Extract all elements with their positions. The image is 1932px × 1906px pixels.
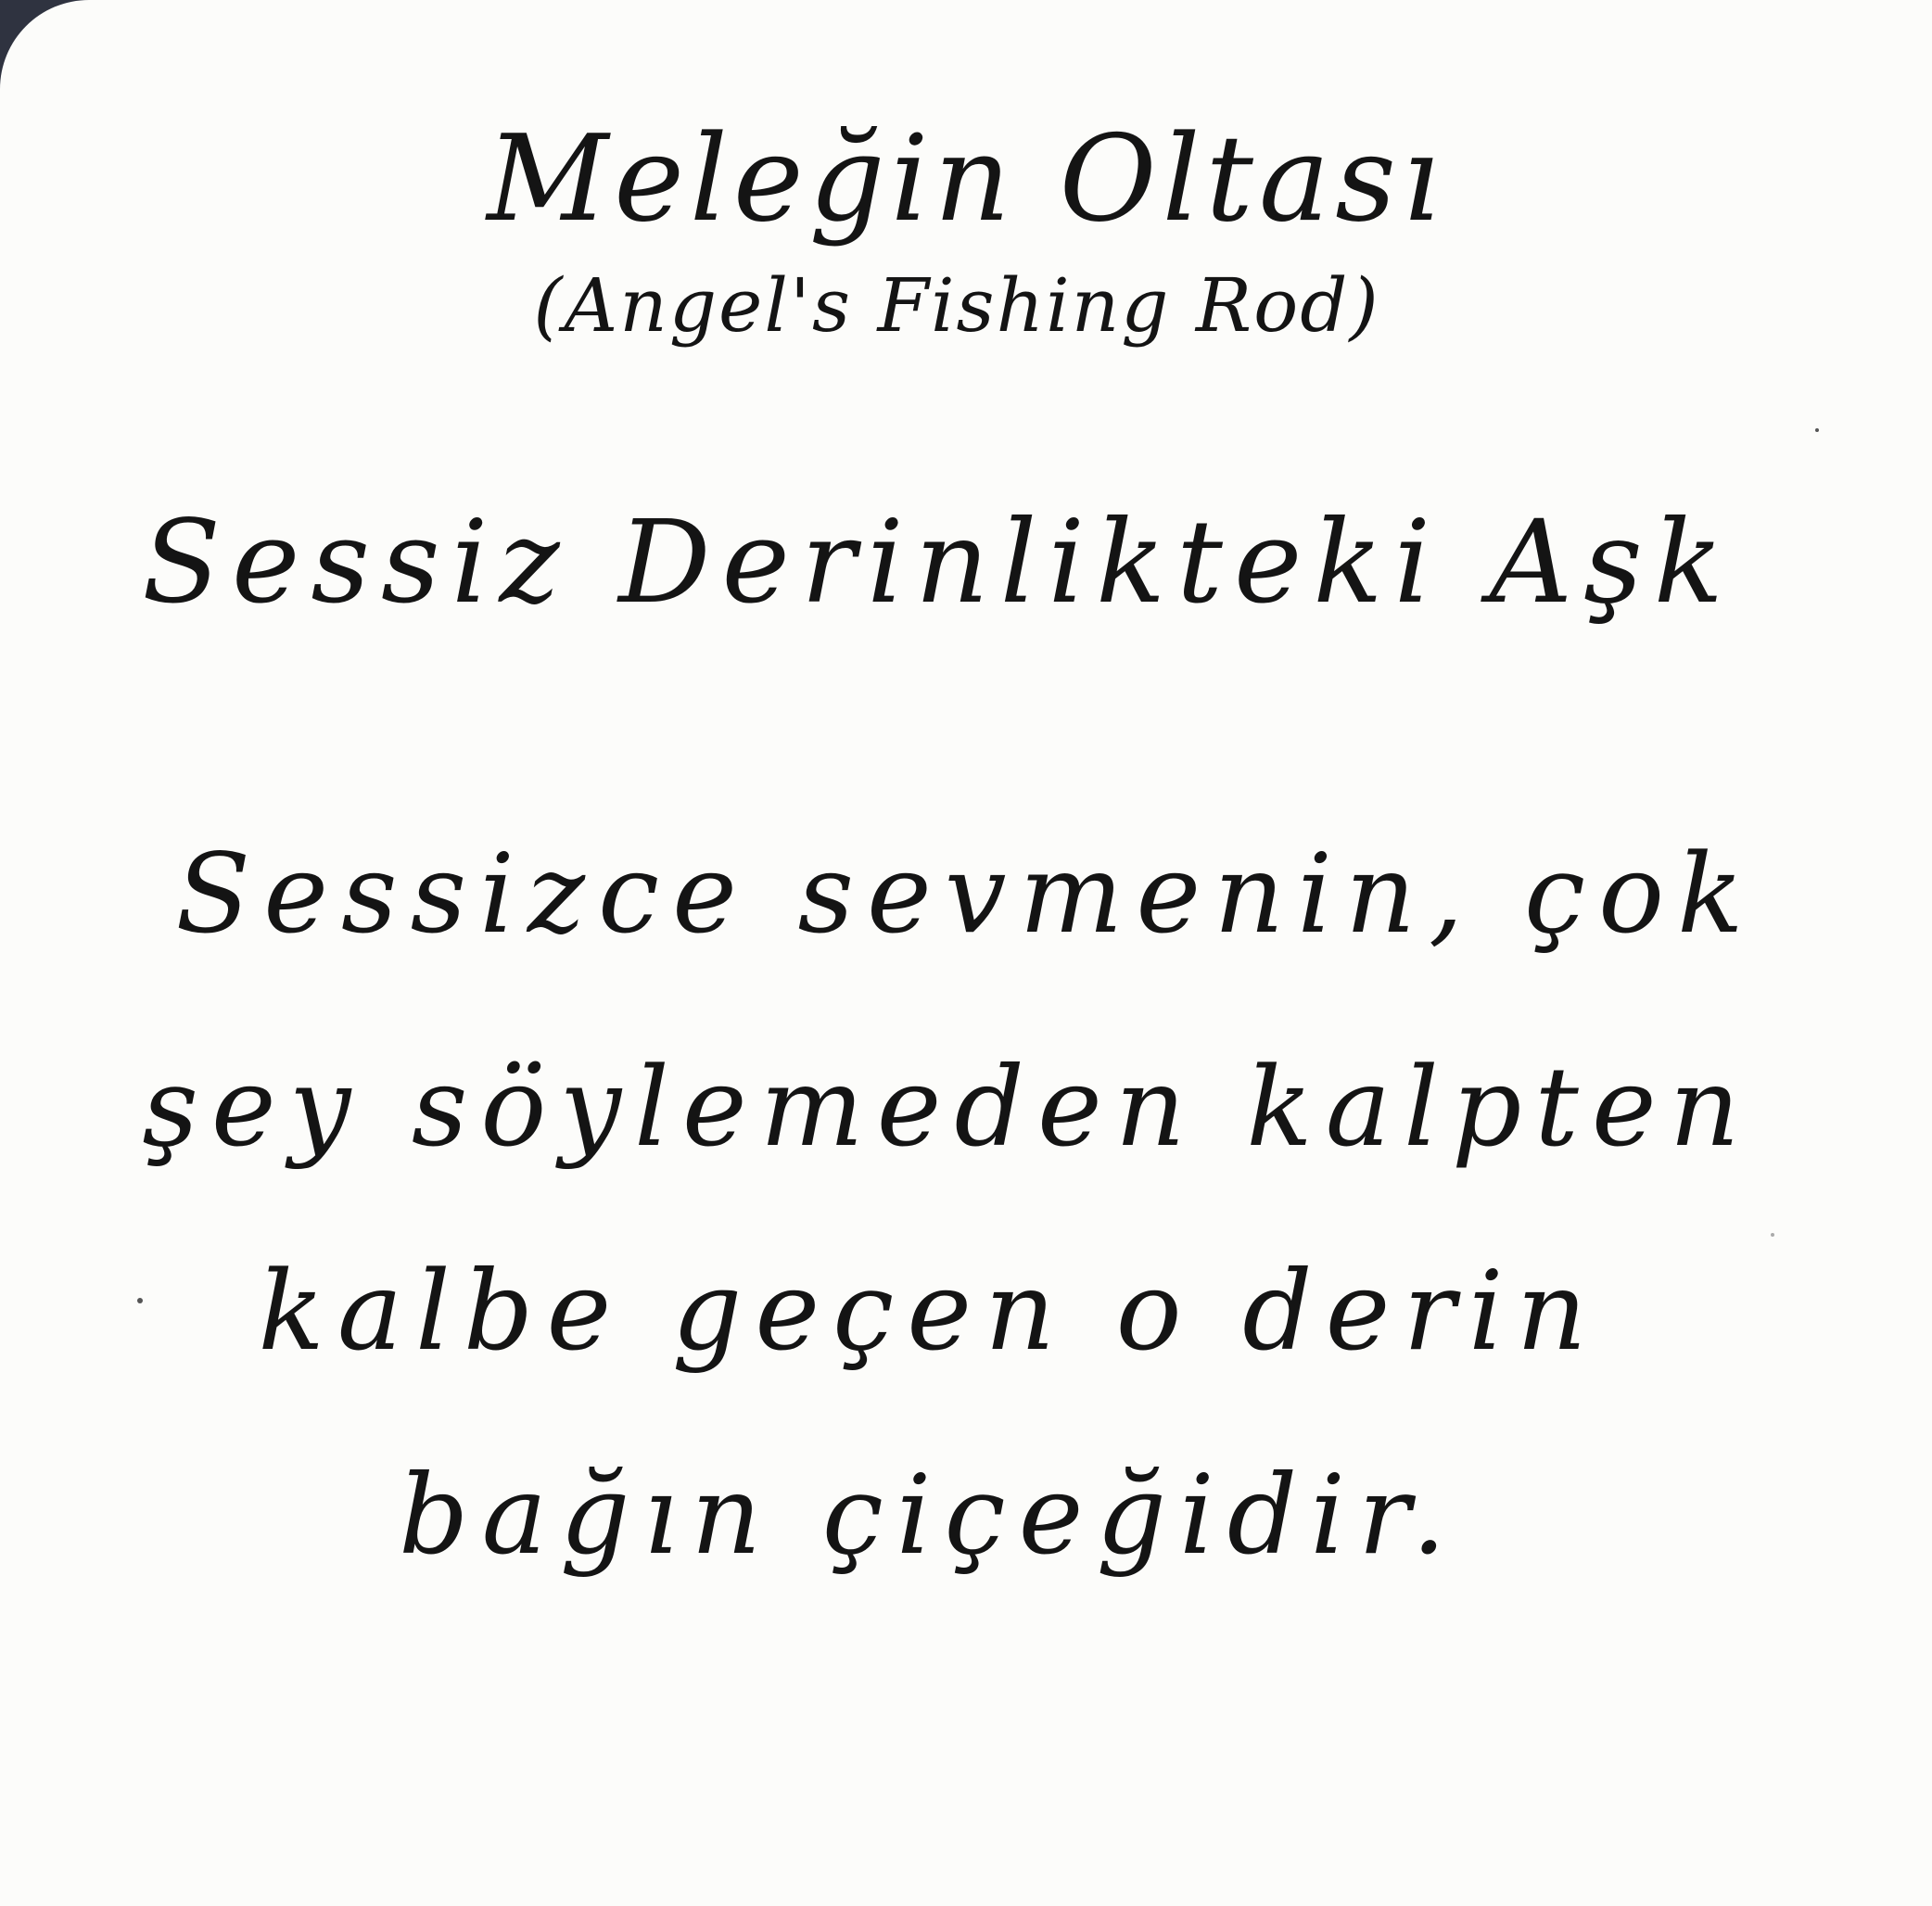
paper-speck <box>1771 1233 1774 1237</box>
verse-line-1: Sessizce sevmenin, çok <box>175 830 1757 958</box>
verse-line-2: şey söylemeden kalpten <box>142 1043 1753 1171</box>
card-subtitle: (Angel's Fishing Rod) <box>533 262 1380 349</box>
paper-speck <box>1815 428 1819 432</box>
poem-heading: Sessiz Derinlikteki Aşk <box>142 496 1735 629</box>
verse-line-3: kalbe geçen o derin <box>258 1247 1600 1375</box>
verse-line-4: bağın çiçeğidir. <box>399 1451 1459 1579</box>
card-title: Meleğin Oltası <box>487 110 1445 248</box>
paper-speck <box>137 1298 143 1303</box>
